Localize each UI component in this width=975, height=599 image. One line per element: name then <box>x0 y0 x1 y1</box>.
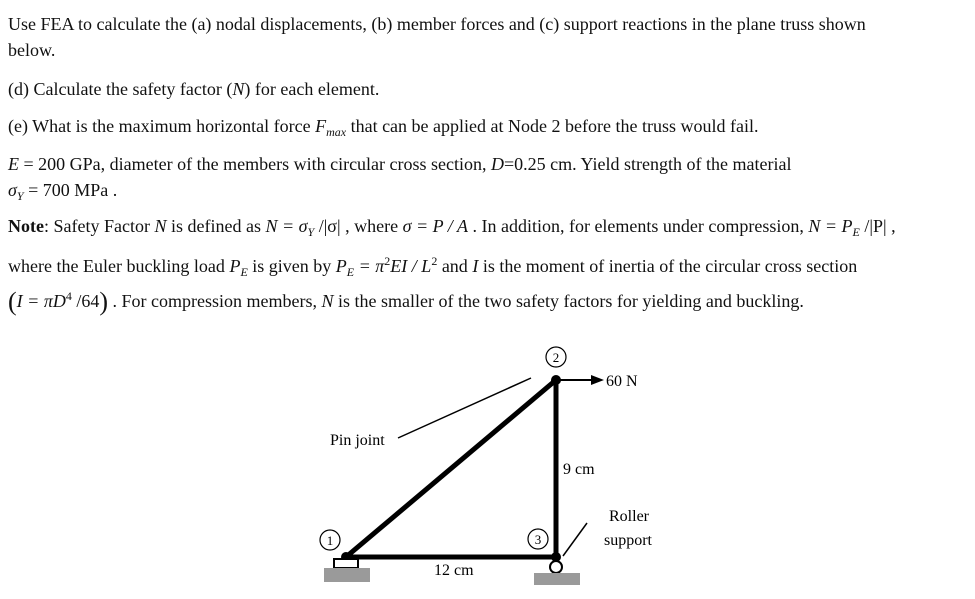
pin-ground <box>324 568 370 582</box>
formula-inertia: I = πD <box>16 291 66 311</box>
roller-label-line-2: support <box>604 532 652 549</box>
diameter-text: =0.25 cm. Yield strength of the material <box>504 154 792 174</box>
formula-safety-yield-end: /|σ| , <box>314 216 350 236</box>
formula-safety-yield: N = σ <box>265 216 308 236</box>
formula-stress: σ = P / A <box>402 216 468 236</box>
modulus-symbol: E <box>8 154 19 174</box>
note-text-8: is the moment of inertia of the circular cross section <box>478 256 858 276</box>
sigma-symbol: σ <box>8 180 17 200</box>
part-e-var: F <box>315 116 327 136</box>
sigma-sub: Y <box>16 189 24 203</box>
formula-inertia-end: /64 <box>71 291 100 311</box>
height-label: 9 cm <box>563 461 595 478</box>
intro-text-end: below. <box>8 40 56 60</box>
force-arrow-head <box>591 375 604 385</box>
part-d-text: (d) Calculate the safety factor ( <box>8 79 233 99</box>
force-label: 60 N <box>606 373 638 390</box>
note-n-var: N <box>154 216 167 236</box>
part-e-sub: max <box>326 125 347 139</box>
paren-close: ) <box>99 287 109 316</box>
pin-support <box>334 559 358 568</box>
formula-euler-p-sub: E <box>346 265 355 279</box>
formula-euler-pi: = π <box>354 256 385 276</box>
roller-ground <box>534 573 580 585</box>
note-text-4: . In addition, for elements under compression, <box>467 216 809 236</box>
roller-label-line-1: Roller <box>609 508 649 525</box>
euler-load-sub: E <box>240 265 248 279</box>
width-label: 12 cm <box>434 562 474 579</box>
formula-euler-sup-2: 2 <box>431 254 438 268</box>
inertia-var: I <box>472 256 479 276</box>
roller-wheel <box>550 561 562 573</box>
part-e-end: that can be applied at Node 2 before the truss would fail. <box>346 116 759 136</box>
formula-euler-sup-1: 2 <box>384 254 391 268</box>
pin-leader-line <box>398 378 531 438</box>
node-3-label: 3 <box>534 532 542 547</box>
formula-safety-buckling-sub: E <box>852 225 860 239</box>
euler-load-var: P <box>229 256 241 276</box>
pin-joint-label: Pin joint <box>330 432 385 449</box>
formula-safety-yield-sub: Y <box>307 225 315 239</box>
note-text-6: is given by <box>247 256 336 276</box>
note-label: Note <box>8 216 44 236</box>
note-n-var-2: N <box>321 291 334 311</box>
intro-text: Use FEA to calculate the (a) nodal displacements, (b) member forces and (c) support reactions in the plane truss shown <box>8 14 866 34</box>
modulus-text: = 200 GPa, diameter of the members with circular cross section, <box>19 154 492 174</box>
note-text-2: is defined as <box>166 216 266 236</box>
formula-euler-body: EI / L <box>390 256 432 276</box>
formula-euler-p: P <box>335 256 347 276</box>
node-1-label: 1 <box>326 533 334 548</box>
formula-safety-buckling-end: /|P| , <box>859 216 896 236</box>
formula-safety-buckling: N = P <box>808 216 853 236</box>
part-d-end: ) for each element. <box>244 79 380 99</box>
note-text-3: where <box>349 216 403 236</box>
yield-value: = 700 MPa . <box>23 180 118 200</box>
roller-leader-line <box>563 523 587 556</box>
member-1-2 <box>346 380 556 557</box>
formula-inertia-sup: 4 <box>65 289 72 303</box>
part-d-var: N <box>232 79 245 99</box>
note-text-10: is the smaller of the two safety factors for yielding and buckling. <box>333 291 804 311</box>
paren-open: ( <box>8 287 17 316</box>
diameter-symbol: D <box>491 154 505 174</box>
note-text-1: : Safety Factor <box>43 216 155 236</box>
note-text-7: and <box>437 256 473 276</box>
node-2-label: 2 <box>552 350 560 365</box>
note-text-9: . For compression members, <box>108 291 322 311</box>
note-text-5: where the Euler buckling load <box>8 256 230 276</box>
part-e-text: (e) What is the maximum horizontal force <box>8 116 316 136</box>
